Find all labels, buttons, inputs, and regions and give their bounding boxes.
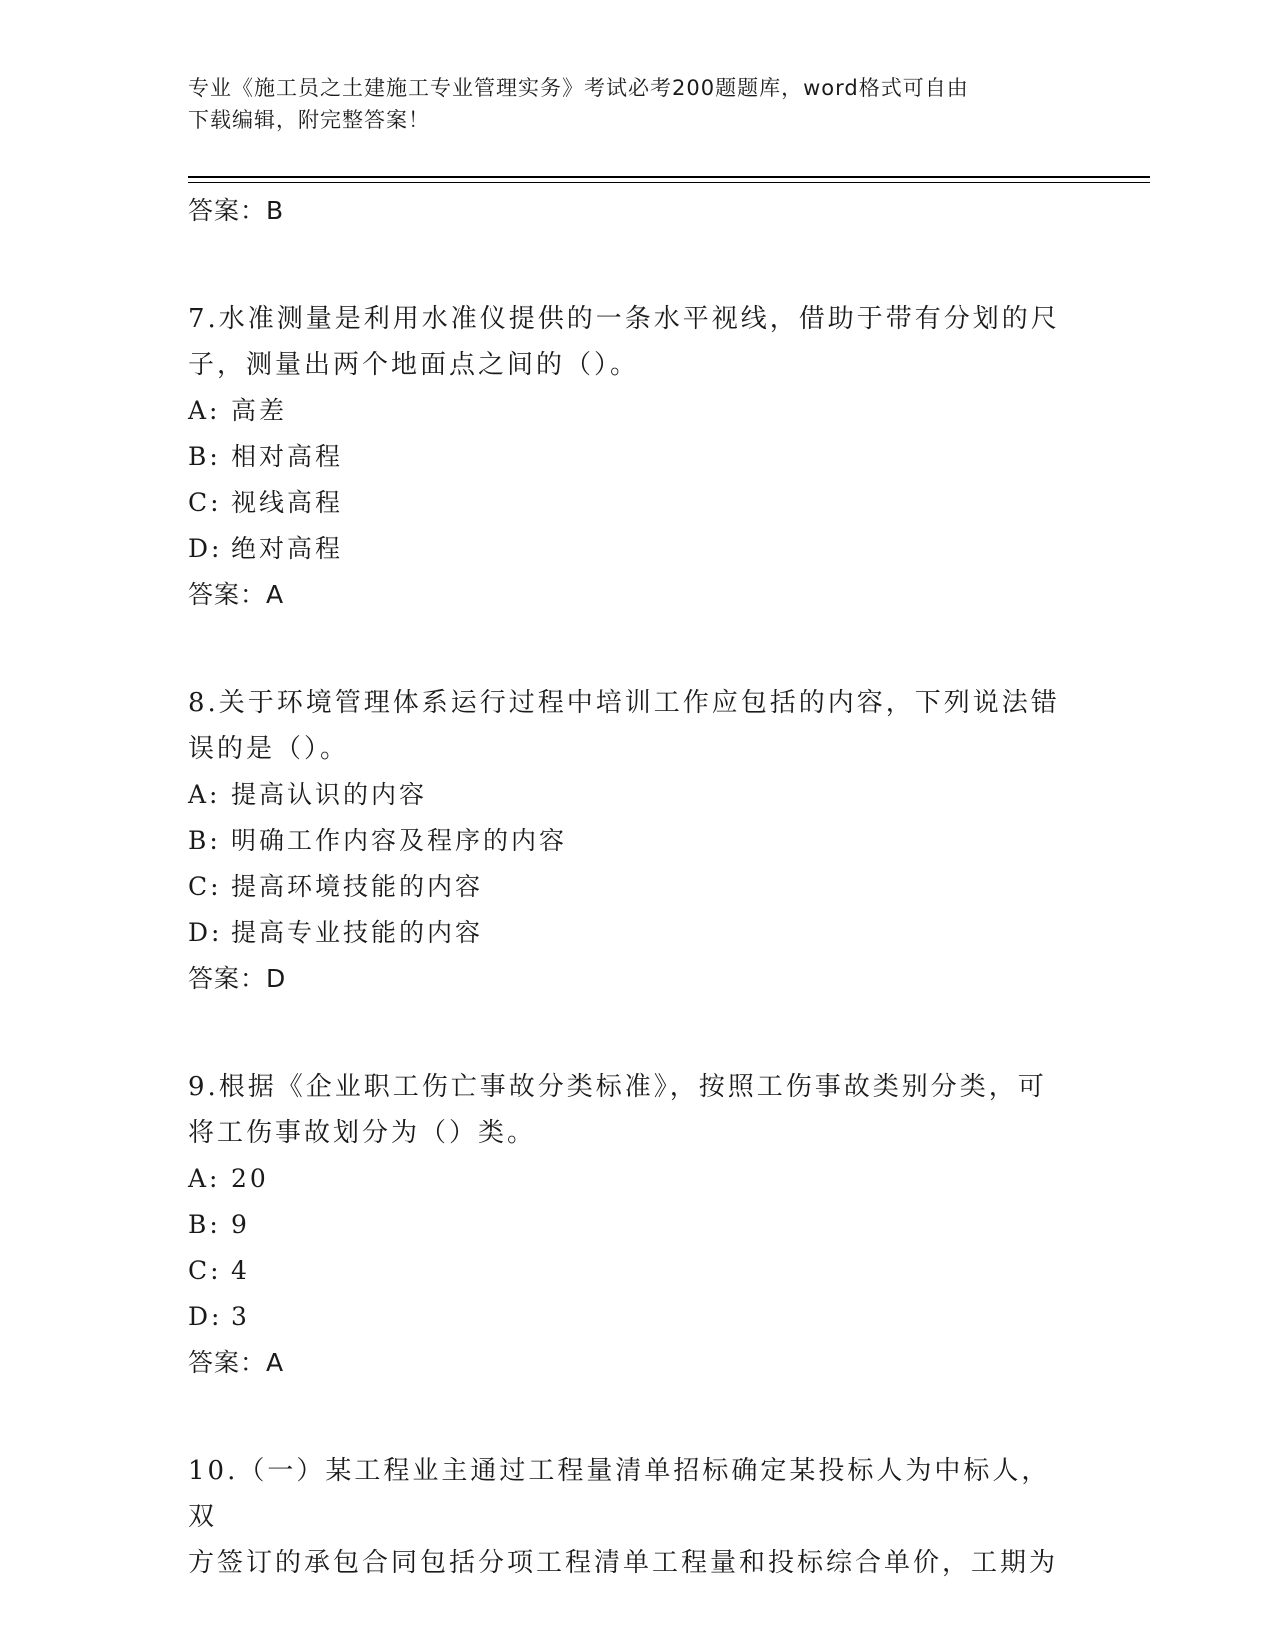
option-text: 20: [231, 1164, 269, 1193]
option-text: 9: [231, 1210, 250, 1239]
option-text: 提高环境技能的内容: [231, 872, 484, 901]
header-line-1: 专业《施工员之土建施工专业管理实务》考试必考200题题库，word格式可自由: [188, 76, 969, 100]
option-letter: B:: [188, 1210, 221, 1239]
option-text: 3: [231, 1302, 250, 1331]
answer-line: 答案：D: [188, 964, 287, 993]
option-text: 明确工作内容及程序的内容: [231, 826, 568, 855]
option-c: [188, 864, 1068, 910]
option-letter: A:: [188, 396, 221, 425]
option-a: [188, 772, 1068, 818]
answer-line: 答案：A: [188, 1348, 285, 1377]
stem-line: 将工伤事故划分为（）类。: [188, 1118, 537, 1148]
option-text: 提高认识的内容: [231, 780, 428, 809]
option-text: 提高专业技能的内容: [231, 918, 484, 947]
option-letter: C:: [188, 488, 222, 517]
question-9: [188, 1064, 1068, 1386]
option-letter: B:: [188, 442, 221, 471]
header-line-2: 下载编辑，附完整答案！: [188, 108, 430, 132]
option-letter: B:: [188, 826, 221, 855]
option-a: [188, 388, 1068, 434]
option-d: [188, 526, 1068, 572]
question-stem: [188, 680, 1068, 772]
option-letter: A:: [188, 780, 221, 809]
option-d: [188, 910, 1068, 956]
option-b: [188, 434, 1068, 480]
option-text: 绝对高程: [231, 534, 344, 563]
option-c: [188, 1248, 1068, 1294]
option-d: [188, 1294, 1068, 1340]
answer-line: 答案：A: [188, 580, 285, 609]
question-7: [188, 296, 1068, 618]
option-letter: A:: [188, 1164, 221, 1193]
stem-line: 子，测量出两个地面点之间的（）。: [188, 350, 640, 380]
option-text: 4: [231, 1256, 250, 1285]
question-list: [188, 188, 1068, 1586]
document-header: [188, 72, 1068, 136]
option-text: 高差: [231, 396, 288, 425]
question-stem: [188, 296, 1068, 388]
stem-line: 10.（一）某工程业主通过工程量清单招标确定某投标人为中标人，双: [188, 1456, 1051, 1532]
question-8: [188, 680, 1068, 1002]
option-letter: C:: [188, 1256, 222, 1285]
stem-line: 9.根据《企业职工伤亡事故分类标准》，按照工伤事故类别分类，可: [188, 1072, 1047, 1102]
option-letter: C:: [188, 872, 222, 901]
question-10: [188, 1448, 1068, 1586]
option-letter: D:: [188, 1302, 223, 1331]
stem-line: 方签订的承包合同包括分项工程清单工程量和投标综合单价，工期为: [188, 1548, 1059, 1578]
option-letter: D:: [188, 918, 223, 947]
option-letter: D:: [188, 534, 223, 563]
question-stem: [188, 1064, 1068, 1156]
question-stem: [188, 1448, 1068, 1586]
header-divider: [188, 176, 1150, 178]
option-b: [188, 1202, 1068, 1248]
header-divider-thin: [188, 182, 1150, 183]
stem-line: 7.水准测量是利用水准仪提供的一条水平视线，借助于带有分划的尺: [188, 304, 1060, 334]
option-c: [188, 480, 1068, 526]
option-a: [188, 1156, 1068, 1202]
stem-line: 误的是（）。: [188, 734, 350, 764]
stem-line: 8.关于环境管理体系运行过程中培训工作应包括的内容，下列说法错: [188, 688, 1060, 718]
option-b: [188, 818, 1068, 864]
previous-answer: 答案：B: [188, 196, 285, 225]
option-text: 相对高程: [231, 442, 344, 471]
option-text: 视线高程: [231, 488, 344, 517]
